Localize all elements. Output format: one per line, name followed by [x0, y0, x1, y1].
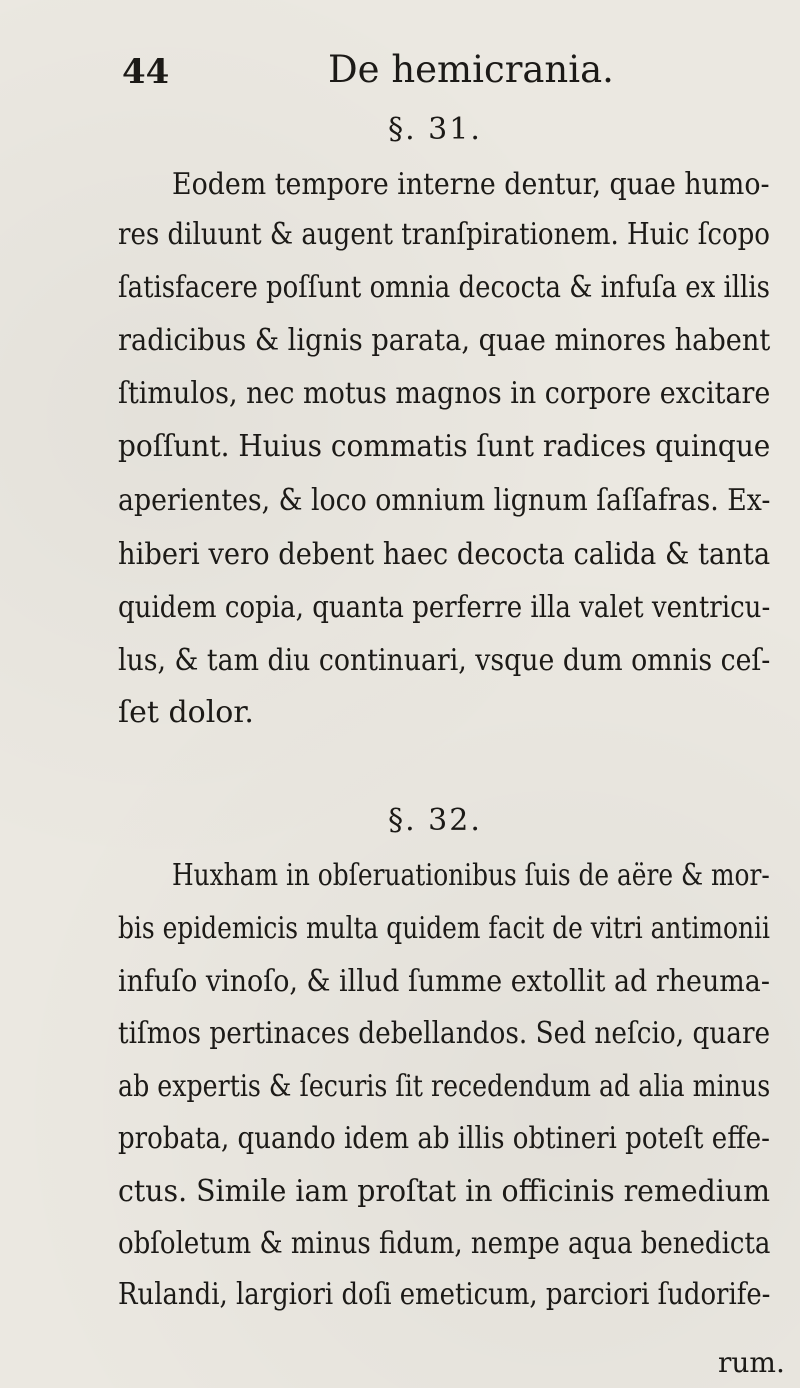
- text-line: probata, quando idem ab illis obtineri poteſt effe-: [118, 1121, 770, 1156]
- text-line: ab expertis & ſecuris ſit recedendum ad alia minus: [118, 1069, 771, 1104]
- text-line: hiberi vero debent haec decocta calida & tanta: [118, 537, 771, 572]
- running-head: [0, 40, 800, 100]
- text-line: tiſmos pertinaces debellandos. Sed neſcio, quare: [118, 1016, 771, 1051]
- text-line: quidem copia, quanta perferre illa valet ventricu-: [118, 590, 771, 625]
- text-line: poſſunt. Huius commatis ſunt radices quinque: [118, 429, 771, 464]
- text-line: ſatisfacere poſſunt omnia decocta & infuſa ex illis: [118, 270, 770, 305]
- text-line: ſtimulos, nec motus magnos in corpore excitare: [118, 376, 771, 411]
- text-line: Eodem tempore interne dentur, quae humo-: [172, 167, 770, 202]
- text-line: bis epidemicis multa quidem facit de vitri antimonii: [118, 911, 770, 946]
- text-line: Rulandi, largiori doſi emeticum, parciori ſudorife-: [118, 1277, 771, 1312]
- section-heading-31: §. 31.: [388, 112, 482, 147]
- running-title: De hemicrania.: [328, 48, 614, 91]
- text-line: radicibus & lignis parata, quae minores habent: [118, 323, 771, 358]
- text-line: lus, & tam diu continuari, vsque dum omnis ceſ-: [118, 643, 771, 678]
- text-line: ſet dolor.: [118, 695, 254, 730]
- text-line: aperientes, & loco omnium lignum ſaſſafras. Ex-: [118, 483, 771, 518]
- text-line: res diluunt & augent tranſpirationem. Huic ſcopo: [118, 217, 770, 252]
- catchword: rum.: [718, 1346, 785, 1379]
- text-line: infuſo vinoſo, & illud ſumme extollit ad rheuma-: [118, 964, 770, 999]
- text-line: obſoletum & minus fidum, nempe aqua benedicta: [118, 1226, 771, 1261]
- text-line: Huxham in obſeruationibus ſuis de aëre & mor-: [172, 858, 770, 893]
- section-heading-32: §. 32.: [388, 803, 482, 838]
- text-line: ctus. Simile iam proſtat in officinis remedium: [118, 1174, 770, 1209]
- page-number: 44: [122, 52, 170, 92]
